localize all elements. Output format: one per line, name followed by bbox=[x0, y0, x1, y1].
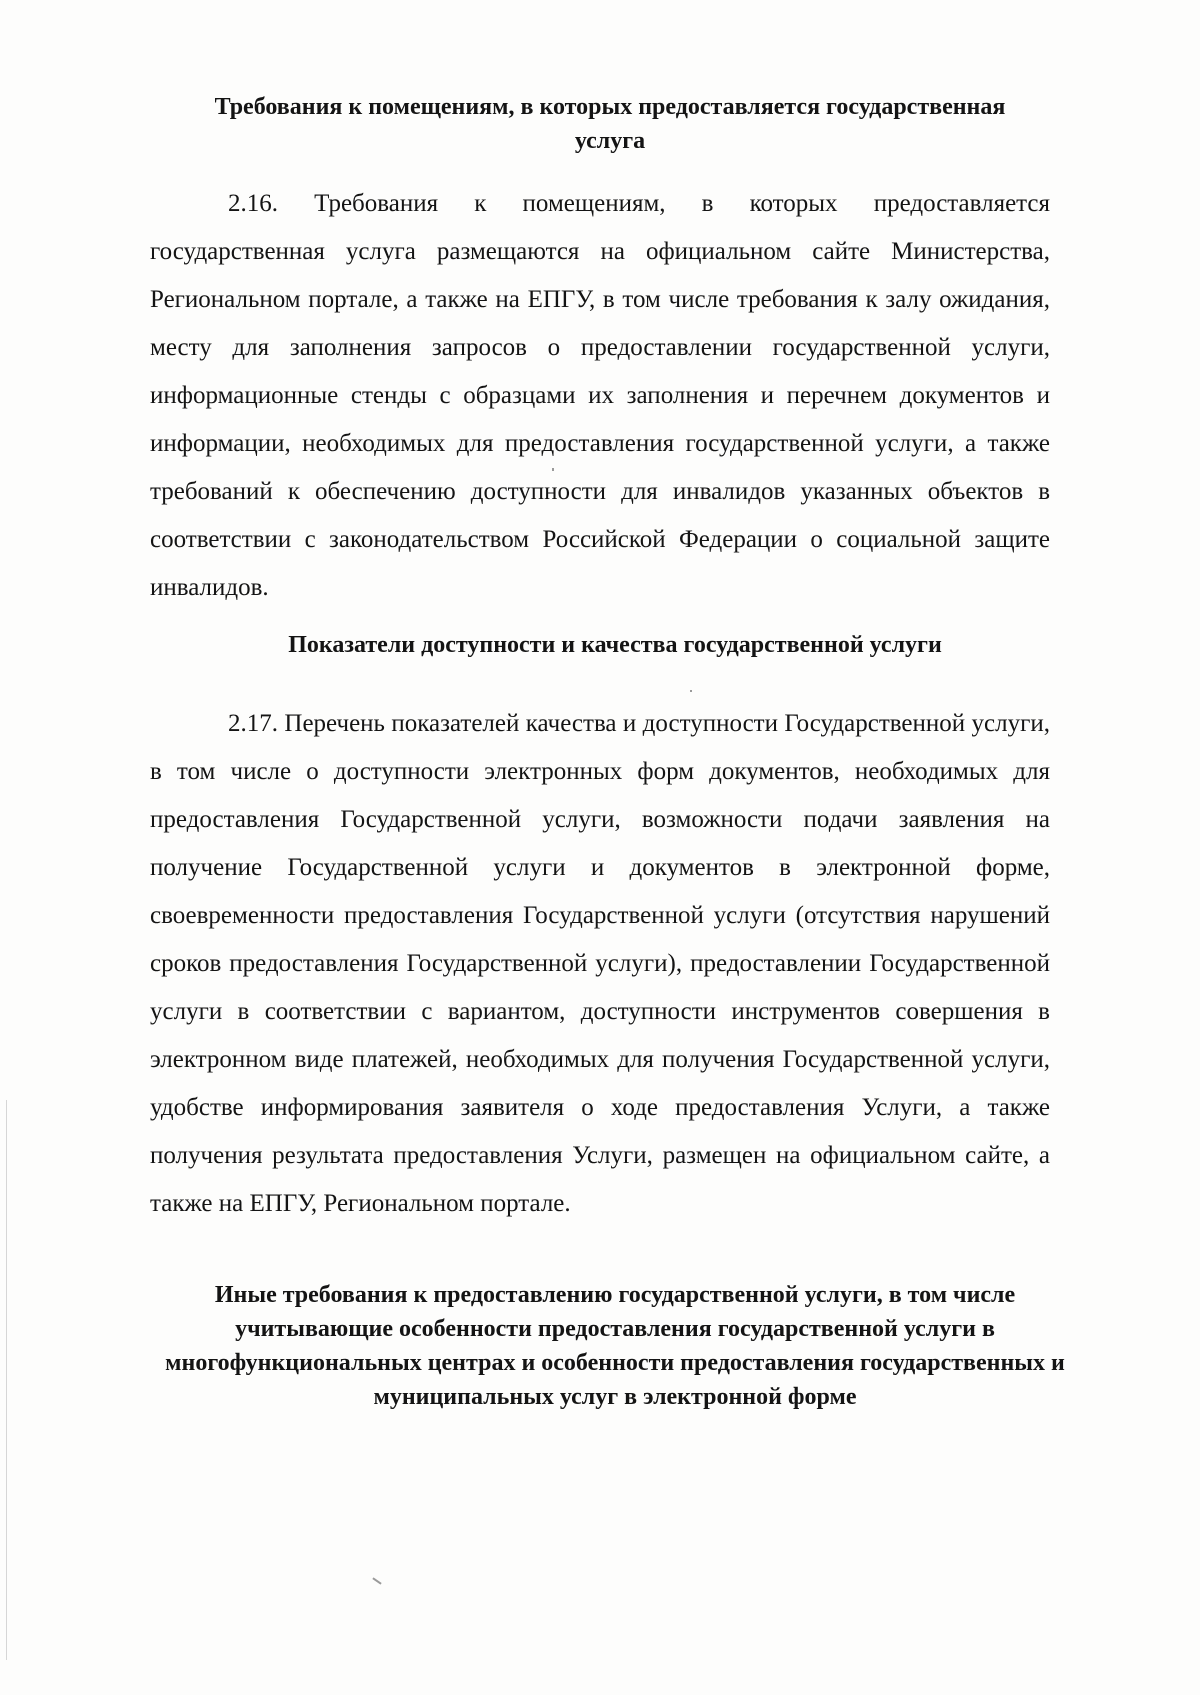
section-heading-availability-indicators: Показатели доступности и качества государственной услуги bbox=[288, 632, 942, 658]
scan-speck bbox=[372, 1577, 381, 1584]
scan-speck bbox=[690, 690, 692, 692]
section-heading-premises-requirements: Требования к помещениям, в которых предоставляется государственная услуга bbox=[214, 94, 1006, 154]
scan-speck bbox=[552, 468, 554, 471]
scan-margin-line bbox=[6, 1100, 7, 1660]
paragraph-2-16: 2.16. Требования к помещениям, в которых предоставляется государственная услуга размещаются на официальном сайте Министерства, Региональном портале, а также на ЕПГУ, в том числе требования к залу ожидания, месту для заполнения запросов о предоставлении государственной услуги, информационные стенды с образцами их заполнения и перечнем документов и информации, необходимых для предоставления государственной услуги, а также требований к обеспечению доступности для инвалидов указанных объектов в соответствии с законодательством Российской Федерации о социальной защите инвалидов. bbox=[150, 190, 1050, 601]
paragraph-2-17: 2.17. Перечень показателей качества и доступности Государственной услуги, в том числе о доступности электронных форм документов, необходимых для предоставления Государственной услуги, возможности подачи заявления на получение Государственной услуги и документов в электронной форме, своевременности предоставления Государственной услуги (отсутствия нарушений сроков предоставления Государственной услуги), предоставлении Государственной услуги в соответствии с вариантом, доступности инструментов совершения в электронном виде платежей, необходимых для получения Государственной услуги, удобстве информирования заявителя о ходе предоставления Услуги, а также получения результата предоставления Услуги, размещен на официальном сайте, а также на ЕПГУ, Региональном портале. bbox=[150, 710, 1050, 1217]
section-heading-other-requirements: Иные требования к предоставлению государственной услуги, в том числе учитывающие особенности предоставления государственной услуги в многофункциональных центрах и особенности предоставления государственных и муниципальных услуг в электронной форме bbox=[165, 1282, 1065, 1410]
